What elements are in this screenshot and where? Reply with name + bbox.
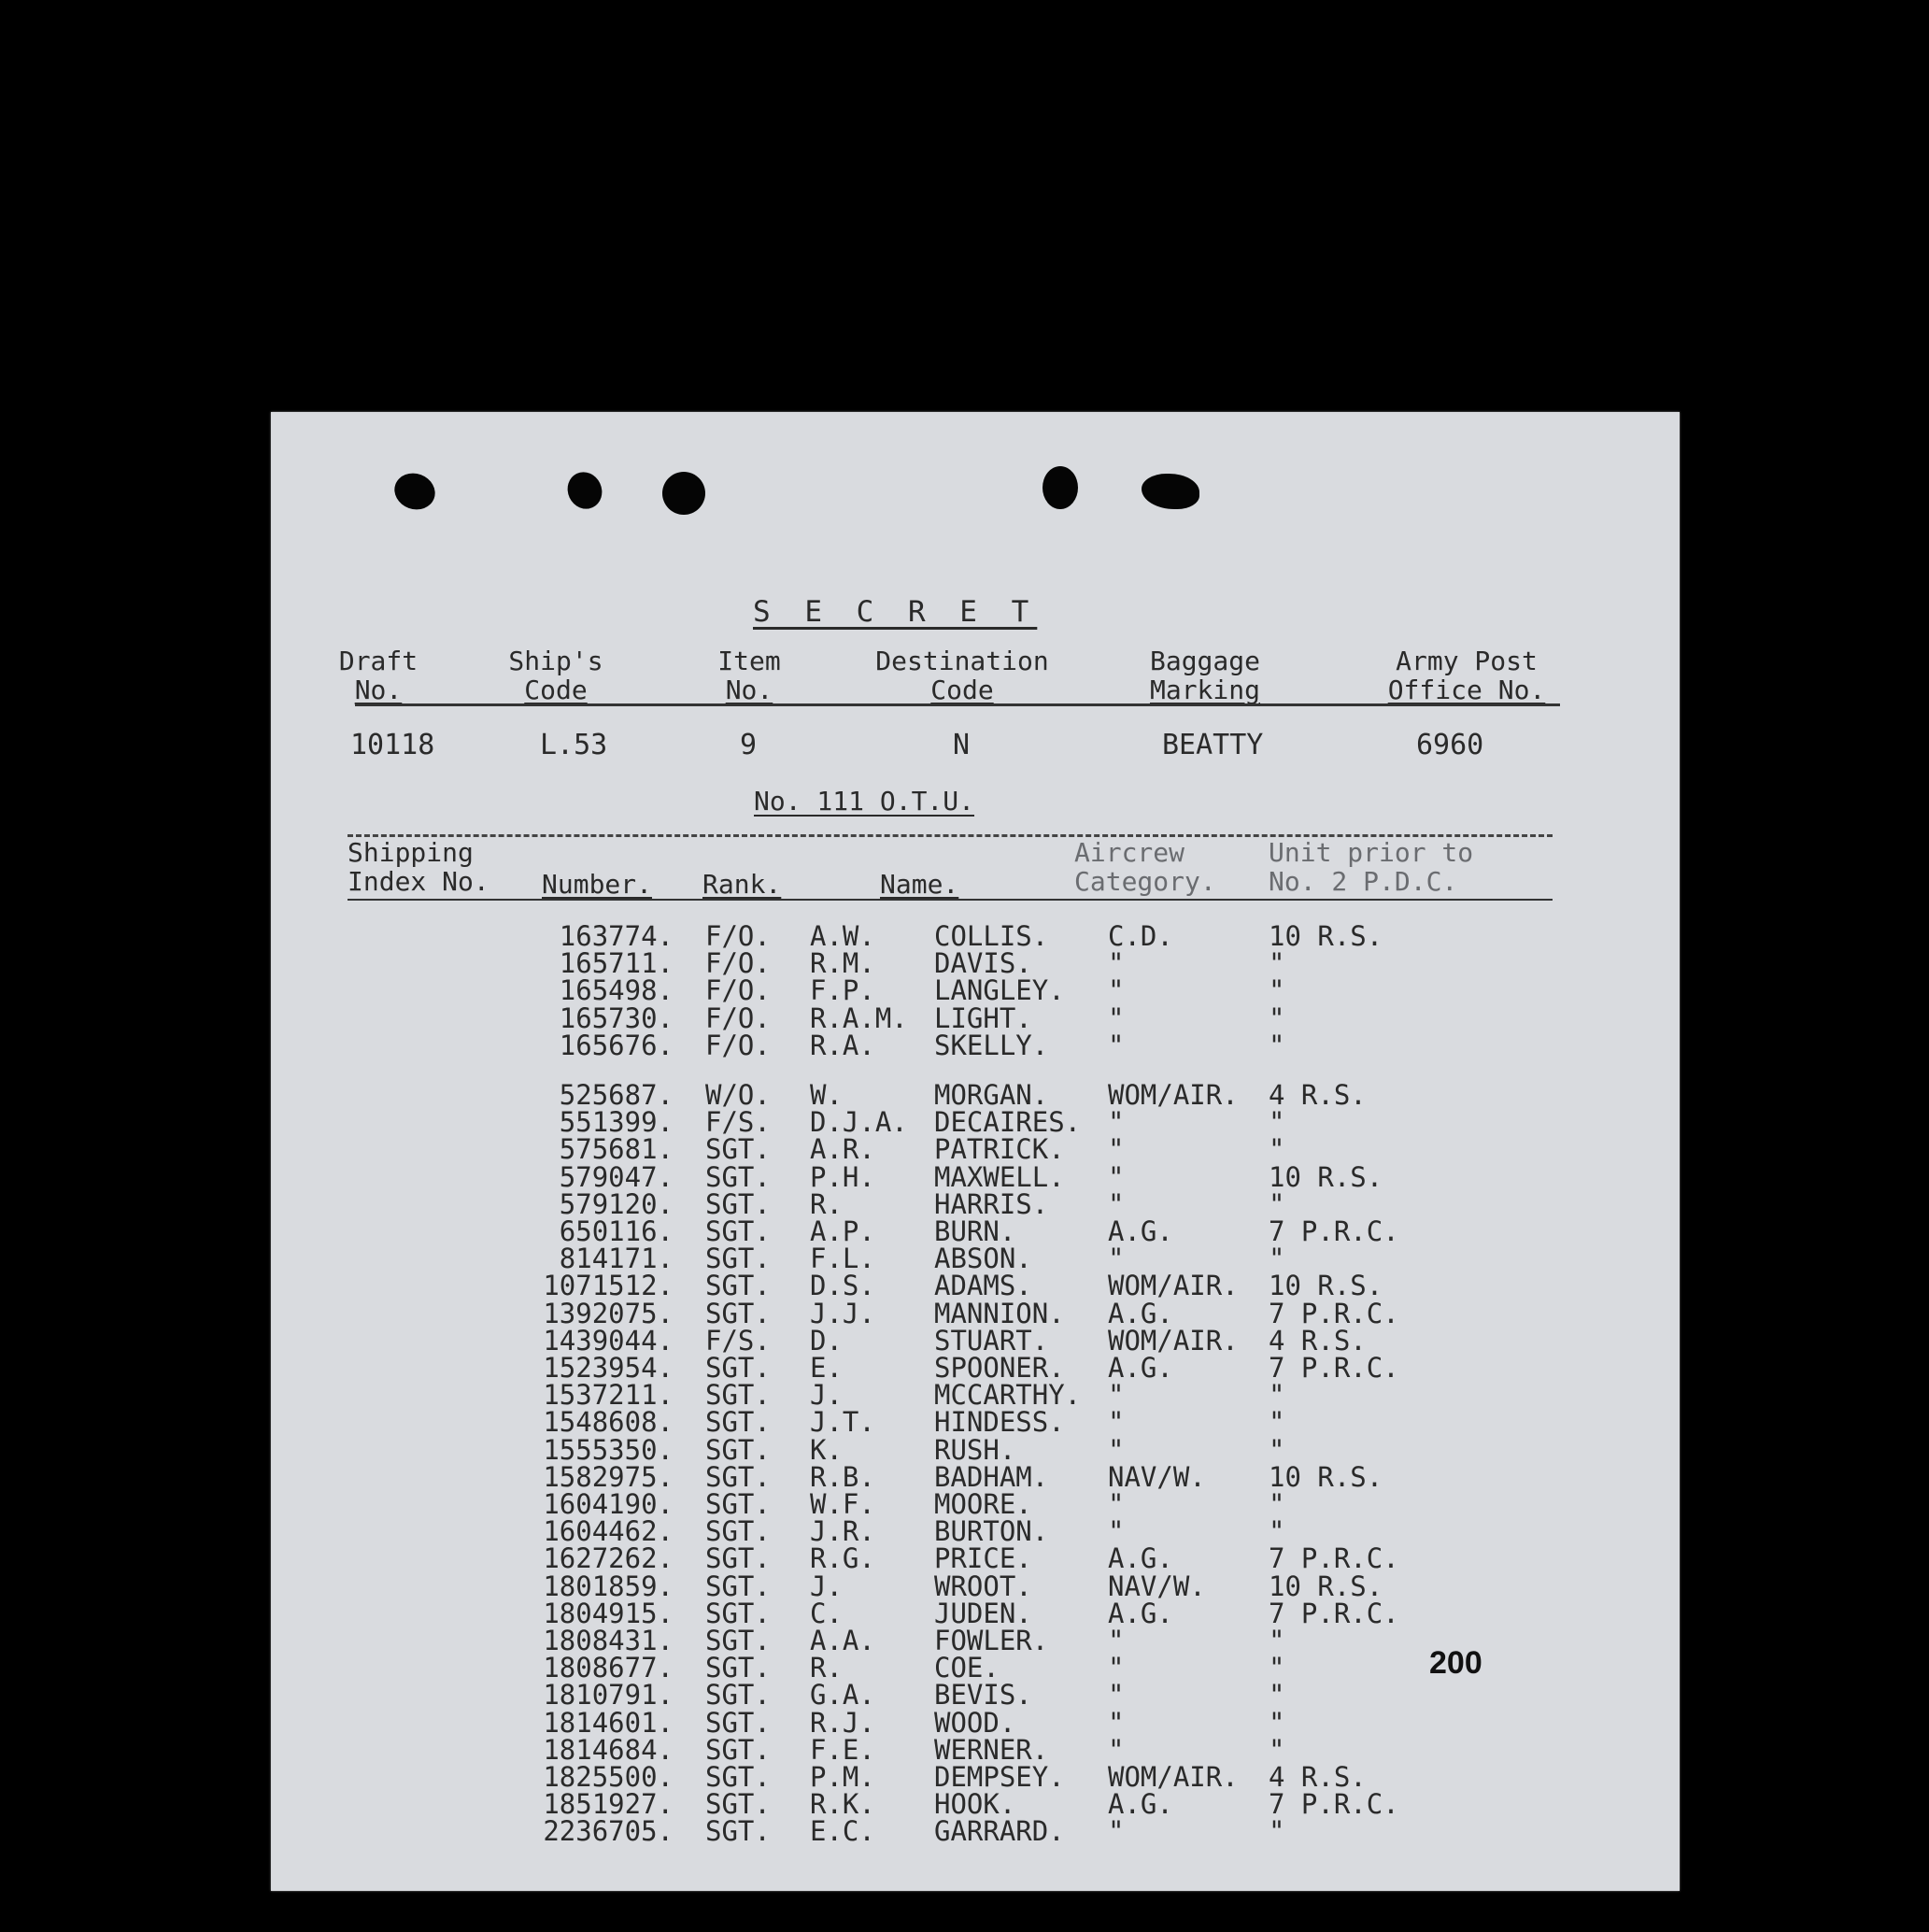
aircrew-category: " (1108, 1488, 1125, 1520)
rank: SGT. (705, 1679, 771, 1712)
aircrew-category: NAV/W. (1108, 1570, 1206, 1602)
personnel-row (271, 1433, 1680, 1466)
personnel-row (271, 1379, 1680, 1412)
aircrew-category: " (1108, 1106, 1125, 1139)
prior-unit: 4 R.S. (1269, 1761, 1367, 1793)
prior-unit: 10 R.S. (1269, 920, 1383, 952)
header-line: Baggage (1149, 646, 1260, 676)
personnel-row (271, 1733, 1680, 1766)
prior-unit: " (1269, 1625, 1285, 1656)
personnel-row (271, 1106, 1680, 1139)
surname: WERNER. (934, 1733, 1049, 1766)
prior-unit: 4 R.S. (1269, 1324, 1367, 1357)
initials: G.A. (810, 1679, 875, 1712)
initials: F.E. (810, 1733, 875, 1766)
initials: R.M. (810, 947, 875, 980)
personnel-row (271, 947, 1680, 980)
personnel-row (271, 1133, 1680, 1166)
service-number: 814171. (559, 1243, 674, 1275)
page-stamp-number: 200 (1429, 1645, 1482, 1681)
surname: DECAIRES. (934, 1106, 1082, 1139)
personnel-row (271, 1324, 1680, 1357)
surname: GARRARD. (934, 1815, 1065, 1848)
header-army-post-office (1373, 646, 1560, 704)
surname: MAXWELL. (934, 1160, 1065, 1193)
punch-hole (1043, 466, 1078, 509)
aircrew-category: " (1108, 1733, 1125, 1766)
aircrew-category: " (1108, 1002, 1125, 1034)
initials: W. (810, 1079, 843, 1111)
rank: F/O. (705, 1029, 771, 1061)
service-number: 1439044. (543, 1324, 674, 1357)
personnel-row (271, 1488, 1680, 1520)
surname: BURN. (934, 1215, 1016, 1247)
column-unit-prior (1269, 838, 1473, 896)
rank: F/O. (705, 1002, 771, 1034)
personnel-row (271, 1406, 1680, 1439)
prior-unit: " (1269, 974, 1285, 1007)
surname: PATRICK. (934, 1133, 1065, 1166)
prior-unit: 7 P.R.C. (1269, 1352, 1399, 1384)
header-destination-code (859, 646, 1065, 704)
aircrew-category: WOM/AIR. (1108, 1761, 1239, 1793)
service-number: 1604190. (543, 1488, 674, 1520)
initials: J.T. (810, 1406, 875, 1439)
surname: MCCARTHY. (934, 1379, 1082, 1412)
header-baggage-marking (1140, 646, 1270, 704)
personnel-row (271, 974, 1680, 1007)
document-page (271, 412, 1680, 1891)
surname: DEMPSEY. (934, 1761, 1065, 1793)
aircrew-category: A.G. (1108, 1788, 1173, 1821)
surname: SKELLY. (934, 1029, 1049, 1061)
value-baggage-marking: BEATTY (1162, 729, 1264, 761)
personnel-row (271, 1570, 1680, 1602)
prior-unit: 10 R.S. (1269, 1160, 1383, 1193)
rank: SGT. (705, 1460, 771, 1493)
initials: J.R. (810, 1515, 875, 1548)
initials: C. (810, 1597, 843, 1629)
aircrew-category: A.G. (1108, 1597, 1173, 1629)
surname: WROOT. (934, 1570, 1032, 1602)
personnel-row (271, 1788, 1680, 1821)
prior-unit: " (1269, 1406, 1285, 1439)
prior-unit: " (1269, 1002, 1285, 1034)
value-destination-code: N (953, 729, 971, 761)
service-number: 165730. (559, 1002, 674, 1034)
initials: J. (810, 1570, 843, 1602)
initials: P.M. (810, 1761, 875, 1793)
personnel-row (271, 1297, 1680, 1329)
prior-unit: 4 R.S. (1269, 1079, 1367, 1111)
column-shipping-index (348, 838, 489, 896)
prior-unit: 7 P.R.C. (1269, 1297, 1399, 1329)
prior-unit: 7 P.R.C. (1269, 1542, 1399, 1575)
prior-unit: " (1269, 1243, 1285, 1275)
value-item-no: 9 (740, 729, 758, 761)
aircrew-category: WOM/AIR. (1108, 1270, 1239, 1302)
service-number: 1392075. (543, 1297, 674, 1329)
service-number: 1825500. (543, 1761, 674, 1793)
surname: HINDESS. (934, 1406, 1065, 1439)
header-line: Destination (875, 646, 1049, 676)
header-line: Office No. (1387, 675, 1546, 705)
header-ships-code (495, 646, 617, 704)
prior-unit: " (1269, 1679, 1285, 1712)
rank: SGT. (705, 1187, 771, 1220)
prior-unit: " (1269, 947, 1285, 980)
column-aircrew-category (1074, 838, 1216, 896)
aircrew-category: " (1108, 1243, 1125, 1275)
prior-unit: " (1269, 1106, 1285, 1139)
service-number: 579120. (559, 1187, 674, 1220)
surname: RUSH. (934, 1433, 1016, 1466)
personnel-row (271, 1761, 1680, 1793)
personnel-row (271, 1215, 1680, 1247)
service-number: 1537211. (543, 1379, 674, 1412)
unit-title: No. 111 O.T.U. (754, 786, 975, 817)
personnel-row (271, 1243, 1680, 1275)
personnel-row (271, 1679, 1680, 1712)
initials: A.P. (810, 1215, 875, 1247)
aircrew-category: " (1108, 1133, 1125, 1166)
initials: R.A.M. (810, 1002, 908, 1034)
aircrew-category: " (1108, 1706, 1125, 1739)
service-number: 579047. (559, 1160, 674, 1193)
punch-hole (662, 472, 705, 515)
initials: R. (810, 1652, 843, 1684)
aircrew-category: WOM/AIR. (1108, 1079, 1239, 1111)
header-item-no (702, 646, 796, 704)
rank: SGT. (705, 1597, 771, 1629)
personnel-row (271, 1515, 1680, 1548)
service-number: 1582975. (543, 1460, 674, 1493)
surname: LIGHT. (934, 1002, 1032, 1034)
rank: SGT. (705, 1652, 771, 1684)
aircrew-category: " (1108, 1652, 1125, 1684)
header-line: Code (524, 675, 588, 705)
rank: SGT. (705, 1297, 771, 1329)
surname: COLLIS. (934, 920, 1049, 952)
service-number: 551399. (559, 1106, 674, 1139)
initials: R.G. (810, 1542, 875, 1575)
column-header-line: Aircrew (1074, 837, 1185, 868)
initials: D. (810, 1324, 843, 1357)
personnel-row (271, 1160, 1680, 1193)
initials: K. (810, 1433, 843, 1466)
rank: SGT. (705, 1761, 771, 1793)
rank: F/O. (705, 947, 771, 980)
surname: FOWLER. (934, 1625, 1049, 1656)
rank: SGT. (705, 1788, 771, 1821)
rank: SGT. (705, 1160, 771, 1193)
aircrew-category: " (1108, 1029, 1125, 1061)
rank: SGT. (705, 1133, 771, 1166)
surname: COE. (934, 1652, 1000, 1684)
initials: J. (810, 1379, 843, 1412)
aircrew-category: NAV/W. (1108, 1460, 1206, 1493)
surname: MOORE. (934, 1488, 1032, 1520)
header-line: No. (354, 675, 403, 705)
aircrew-category: A.G. (1108, 1352, 1173, 1384)
rank: SGT. (705, 1515, 771, 1548)
initials: W.F. (810, 1488, 875, 1520)
service-number: 1548608. (543, 1406, 674, 1439)
punch-hole (1142, 474, 1199, 509)
prior-unit: " (1269, 1815, 1285, 1848)
rank: SGT. (705, 1406, 771, 1439)
aircrew-category: A.G. (1108, 1215, 1173, 1247)
prior-unit: " (1269, 1187, 1285, 1220)
column-name: Name. (880, 869, 959, 900)
personnel-row (271, 1706, 1680, 1739)
service-number: 1523954. (543, 1352, 674, 1384)
surname: BEVIS. (934, 1679, 1032, 1712)
aircrew-category: " (1108, 1187, 1125, 1220)
rank: F/O. (705, 974, 771, 1007)
initials: D.S. (810, 1270, 875, 1302)
aircrew-category: " (1108, 1515, 1125, 1548)
service-number: 1814684. (543, 1733, 674, 1766)
service-number: 165711. (559, 947, 674, 980)
prior-unit: " (1269, 1029, 1285, 1061)
personnel-row (271, 920, 1680, 952)
personnel-row (271, 1272, 1680, 1300)
rank: SGT. (705, 1433, 771, 1466)
service-number: 1555350. (543, 1433, 674, 1466)
aircrew-category: " (1108, 1679, 1125, 1712)
initials: R.B. (810, 1460, 875, 1493)
prior-unit: " (1269, 1433, 1285, 1466)
header-line: Ship's (508, 646, 603, 676)
rank: SGT. (705, 1542, 771, 1575)
header-rule (355, 703, 1560, 706)
prior-unit: 10 R.S. (1269, 1570, 1383, 1602)
column-header-line: Category. (1074, 866, 1216, 897)
service-number: 1810791. (543, 1679, 674, 1712)
service-number: 575681. (559, 1133, 674, 1166)
service-number: 163774. (559, 920, 674, 952)
punch-hole (390, 468, 440, 516)
initials: R.A. (810, 1029, 875, 1061)
aircrew-category: " (1108, 1815, 1125, 1848)
aircrew-category: " (1108, 974, 1125, 1007)
column-header-line: No. 2 P.D.C. (1269, 866, 1458, 897)
header-draft-no (327, 646, 430, 704)
service-number: 1851927. (543, 1788, 674, 1821)
service-number: 165498. (559, 974, 674, 1007)
surname: DAVIS. (934, 947, 1032, 980)
personnel-row (271, 1029, 1680, 1061)
column-header-bottom-rule (348, 899, 1553, 901)
personnel-row (271, 1460, 1680, 1493)
header-line: No. (725, 675, 773, 705)
initials: A.R. (810, 1133, 875, 1166)
personnel-row (271, 1597, 1680, 1629)
aircrew-category: " (1108, 1379, 1125, 1412)
initials: D.J.A. (810, 1106, 908, 1139)
prior-unit: " (1269, 1652, 1285, 1684)
classification-title: S E C R E T (753, 595, 1038, 629)
column-header-line: Shipping (348, 837, 474, 868)
initials: E.C. (810, 1815, 875, 1848)
rank: W/O. (705, 1079, 771, 1111)
service-number: 1814601. (543, 1706, 674, 1739)
prior-unit: " (1269, 1379, 1285, 1412)
surname: BADHAM. (934, 1460, 1049, 1493)
rank: SGT. (705, 1379, 771, 1412)
surname: PRICE. (934, 1542, 1032, 1575)
service-number: 1627262. (543, 1542, 674, 1575)
rank: F/O. (705, 920, 771, 952)
initials: E. (810, 1352, 843, 1384)
surname: JUDEN. (934, 1597, 1032, 1629)
surname: BURTON. (934, 1515, 1049, 1548)
personnel-row (271, 1079, 1680, 1111)
personnel-row (271, 1352, 1680, 1384)
service-number: 165676. (559, 1029, 674, 1061)
surname: MANNION. (934, 1297, 1065, 1329)
initials: J.J. (810, 1297, 875, 1329)
rank: SGT. (705, 1815, 771, 1848)
initials: R. (810, 1187, 843, 1220)
aircrew-category: A.G. (1108, 1542, 1173, 1575)
surname: LANGLEY. (934, 974, 1065, 1007)
header-line: Draft (338, 646, 418, 676)
initials: P.H. (810, 1160, 875, 1193)
initials: A.A. (810, 1625, 875, 1656)
service-number: 1808431. (543, 1625, 674, 1656)
aircrew-category: WOM/AIR. (1108, 1324, 1239, 1357)
personnel-row (271, 1815, 1680, 1848)
surname: SPOONER. (934, 1352, 1065, 1384)
rank: SGT. (705, 1488, 771, 1520)
prior-unit: 10 R.S. (1269, 1460, 1383, 1493)
aircrew-category: " (1108, 1625, 1125, 1656)
service-number: 1808677. (543, 1652, 674, 1684)
prior-unit: 7 P.R.C. (1269, 1597, 1399, 1629)
service-number: 1804915. (543, 1597, 674, 1629)
prior-unit: " (1269, 1488, 1285, 1520)
value-ships-code: L.53 (540, 729, 608, 761)
surname: HARRIS. (934, 1187, 1049, 1220)
service-number: 1071512. (543, 1270, 674, 1302)
personnel-row (271, 1542, 1680, 1575)
aircrew-category: C.D. (1108, 920, 1173, 952)
initials: F.P. (810, 974, 875, 1007)
surname: HOOK. (934, 1788, 1016, 1821)
aircrew-category: A.G. (1108, 1297, 1173, 1329)
initials: R.J. (810, 1706, 875, 1739)
prior-unit: " (1269, 1133, 1285, 1166)
initials: A.W. (810, 920, 875, 952)
service-number: 1604462. (543, 1515, 674, 1548)
aircrew-category: " (1108, 1160, 1125, 1193)
column-header-line: Index No. (348, 866, 489, 897)
prior-unit: 7 P.R.C. (1269, 1788, 1399, 1821)
rank: SGT. (705, 1625, 771, 1656)
rank: SGT. (705, 1706, 771, 1739)
rank: SGT. (705, 1352, 771, 1384)
surname: STUART. (934, 1324, 1049, 1357)
service-number: 650116. (559, 1215, 674, 1247)
header-line: Item (717, 646, 781, 676)
surname: WOOD. (934, 1706, 1016, 1739)
header-line: Code (930, 675, 994, 705)
punch-hole (561, 466, 608, 514)
personnel-row (271, 1187, 1680, 1220)
column-header-line: Unit prior to (1269, 837, 1474, 868)
service-number: 2236705. (543, 1815, 674, 1848)
prior-unit: " (1269, 1706, 1285, 1739)
rank: F/S. (705, 1106, 771, 1139)
service-number: 525687. (559, 1079, 674, 1111)
header-line: Marking (1149, 675, 1260, 705)
header-line: Army Post (1396, 646, 1538, 676)
rank: SGT. (705, 1243, 771, 1275)
personnel-row (271, 1002, 1680, 1034)
rank: F/S. (705, 1324, 771, 1357)
surname: MORGAN. (934, 1079, 1049, 1111)
rank: SGT. (705, 1733, 771, 1766)
service-number: 1801859. (543, 1570, 674, 1602)
prior-unit: 7 P.R.C. (1269, 1215, 1399, 1247)
rank: SGT. (705, 1215, 771, 1247)
rank: SGT. (705, 1270, 771, 1302)
initials: R.K. (810, 1788, 875, 1821)
aircrew-category: " (1108, 1433, 1125, 1466)
value-draft-no: 10118 (350, 729, 435, 761)
prior-unit: " (1269, 1733, 1285, 1766)
prior-unit: " (1269, 1515, 1285, 1548)
initials: F.L. (810, 1243, 875, 1275)
prior-unit: 10 R.S. (1269, 1270, 1383, 1302)
value-army-post-office: 6960 (1416, 729, 1484, 761)
column-rank: Rank. (702, 869, 782, 900)
column-number: Number. (542, 869, 653, 900)
aircrew-category: " (1108, 1406, 1125, 1439)
aircrew-category: " (1108, 947, 1125, 980)
rank: SGT. (705, 1570, 771, 1602)
surname: ADAMS. (934, 1270, 1032, 1302)
surname: ABSON. (934, 1243, 1032, 1275)
